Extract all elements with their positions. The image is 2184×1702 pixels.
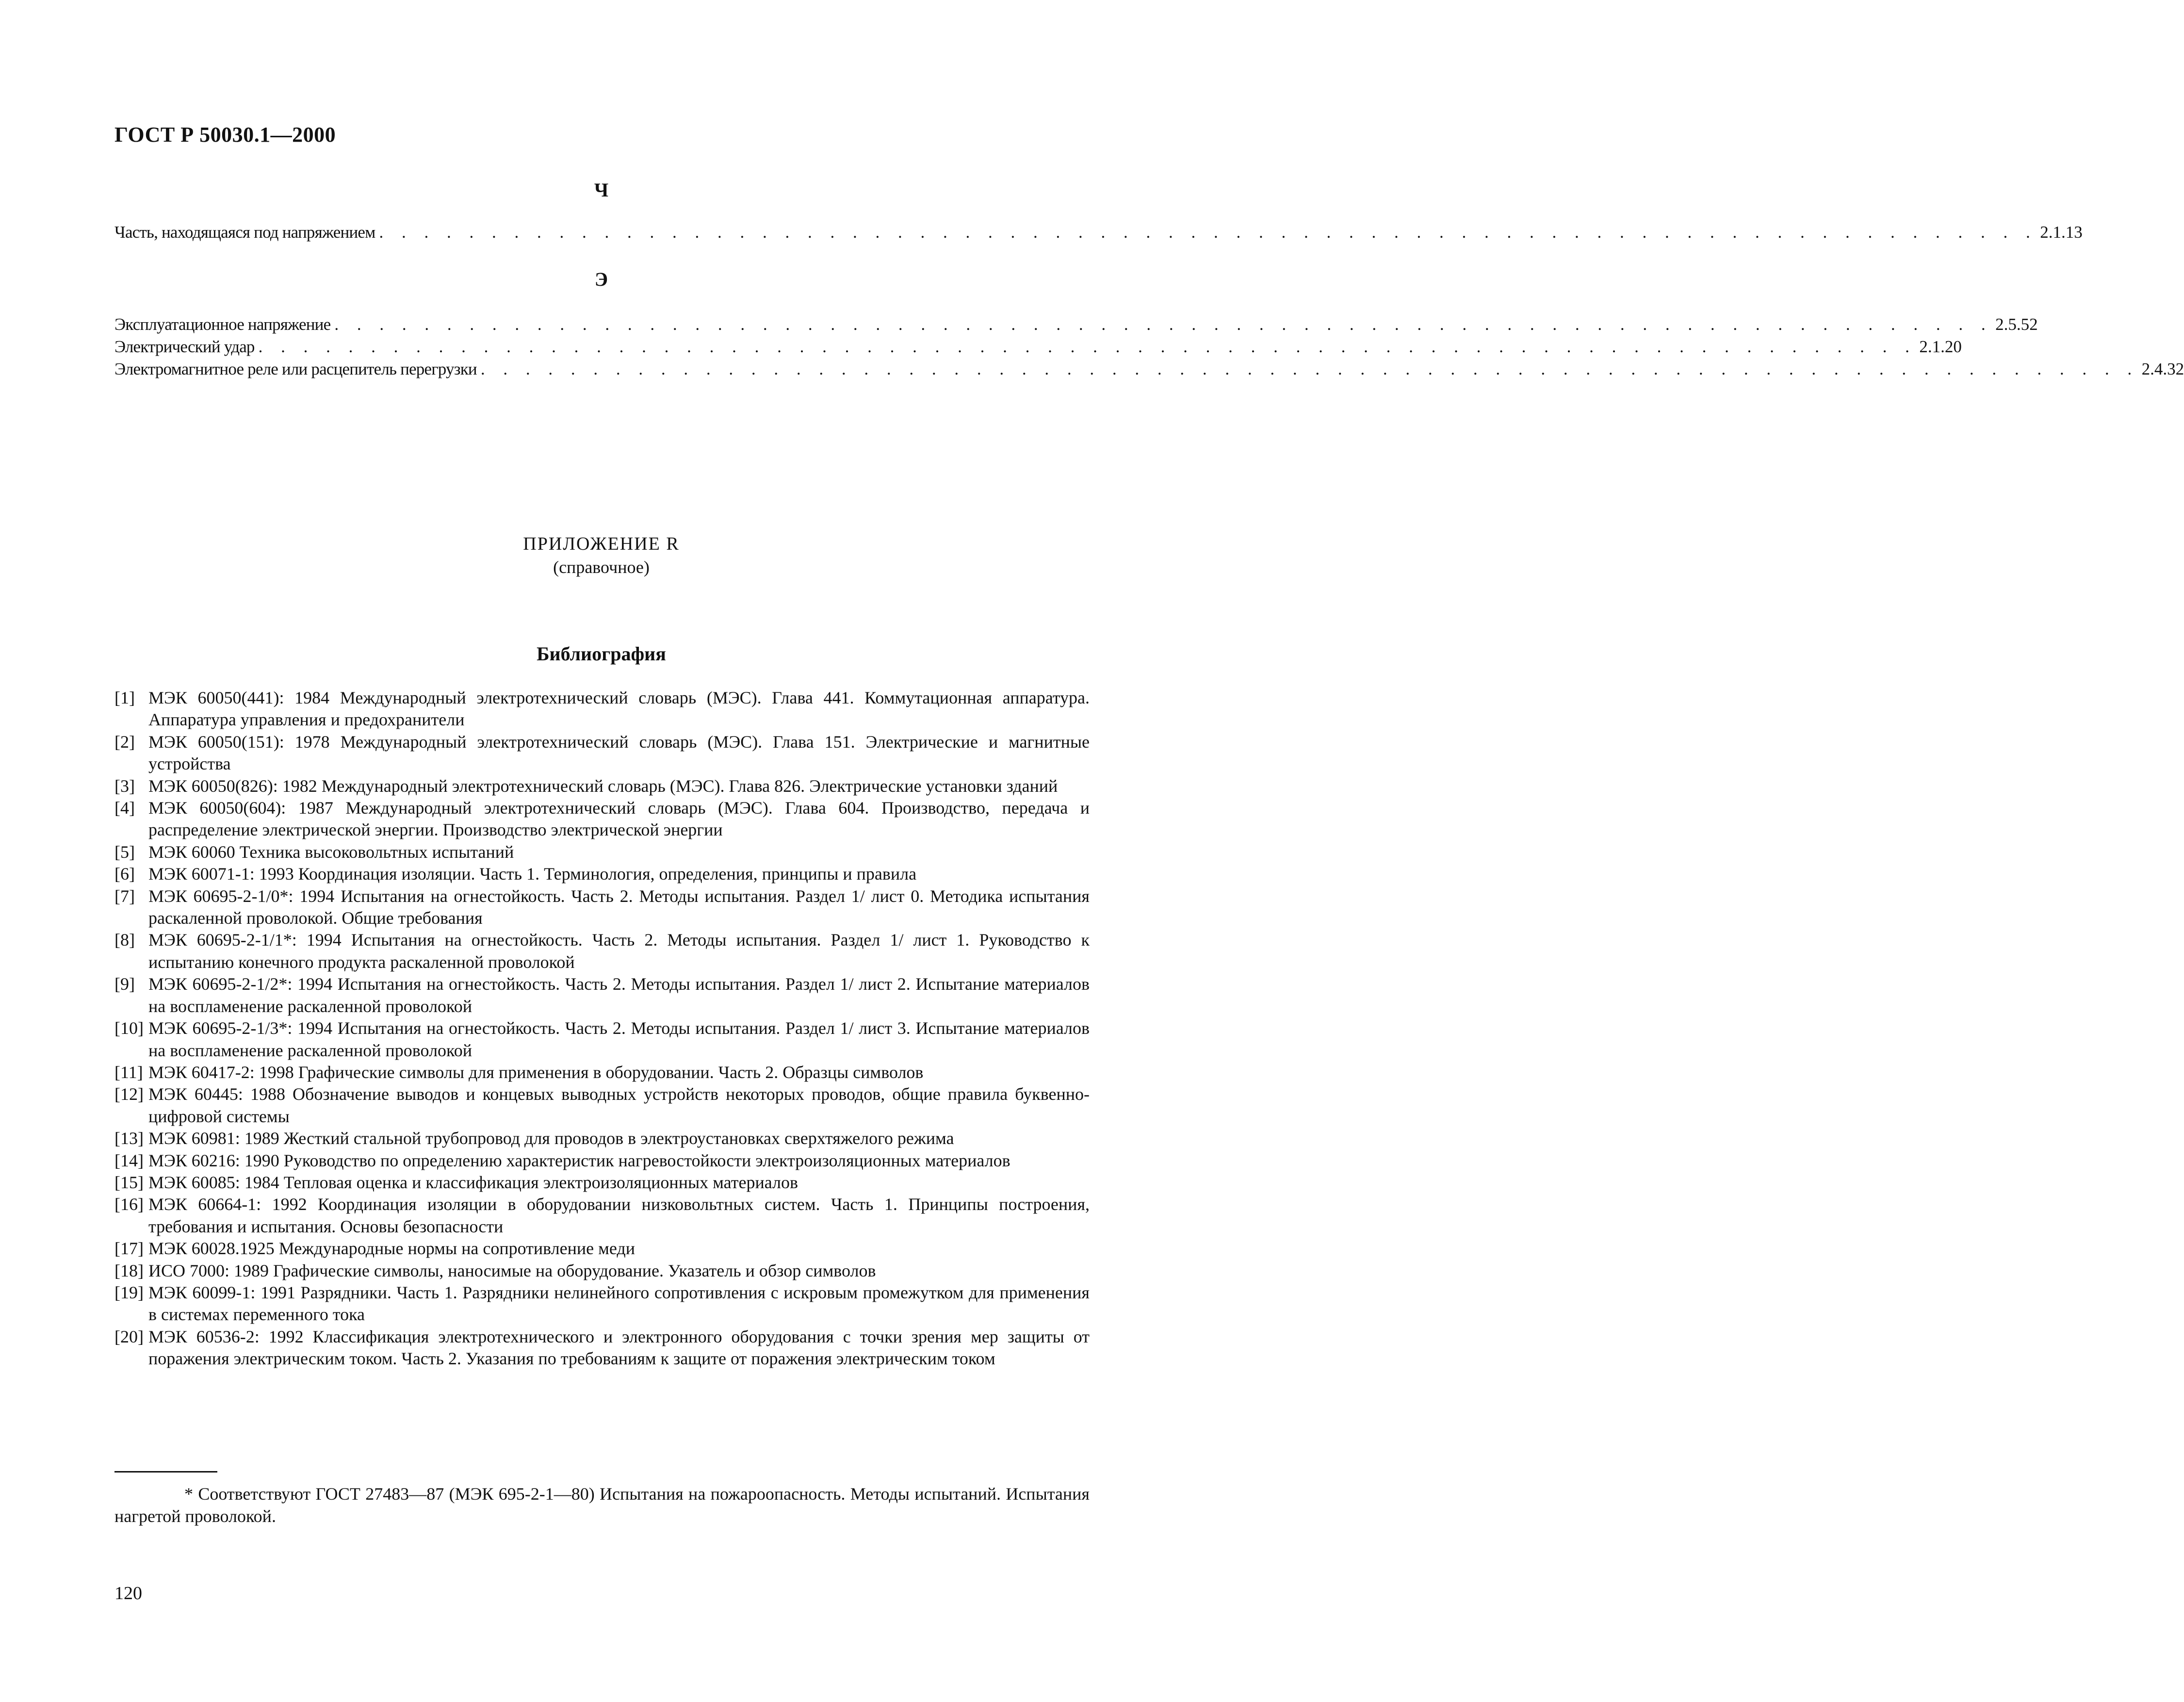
bibliography-text: МЭК 60695-2-1/2*: 1994 Испытания на огнестойкость. Часть 2. Методы испытания. Раздел 1/ лист 2. Испытание материалов на воспламенение раскаленной проволокой bbox=[148, 974, 1090, 1016]
bibliography-text: МЭК 60445: 1988 Обозначение выводов и концевых выводных устройств некоторых проводов, общие правила буквенно-цифровой системы bbox=[148, 1084, 1090, 1126]
footnote: * Соответствуют ГОСТ 27483—87 (МЭК 695-2-1—80) Испытания на пожароопасность. Методы испытаний. Испытания нагретой проволокой. bbox=[114, 1484, 1090, 1526]
bibliography-item bbox=[114, 1128, 1090, 1149]
bibliography-text: МЭК 60417-2: 1998 Графические символы для применения в оборудовании. Часть 2. Образцы символов bbox=[148, 1062, 924, 1082]
index-list-che bbox=[114, 221, 2083, 244]
bibliography-text: МЭК 60695-2-1/0*: 1994 Испытания на огнестойкость. Часть 2. Методы испытания. Раздел 1/ лист 0. Методика испытания раскаленной проволокой. Общие требования bbox=[148, 886, 1090, 928]
bibliography-item bbox=[114, 731, 1090, 775]
index-term: Электромагнитное реле или расцепитель перегрузки bbox=[114, 360, 477, 378]
index-entry bbox=[114, 221, 2083, 244]
index-term: Эксплуатационное напряжение bbox=[114, 315, 331, 334]
bibliography-text: МЭК 60695-2-1/1*: 1994 Испытания на огнестойкость. Часть 2. Методы испытания. Раздел 1/ лист 1. Руководство к испытанию конечного продукта раскаленной проволокой bbox=[148, 930, 1090, 972]
page-number: 120 bbox=[114, 1583, 142, 1604]
bibliography-text: МЭК 60981: 1989 Жесткий стальной трубопровод для проводов в электроустановках сверхтяжелого режима bbox=[148, 1129, 954, 1148]
bibliography-item bbox=[114, 687, 1090, 731]
appendix-subtitle: (справочное) bbox=[553, 557, 650, 577]
bibliography-text: МЭК 60050(604): 1987 Международный электротехнический словарь (МЭС). Глава 604. Производство, передача и распределение электрической энергии. Производство электрической энергии bbox=[148, 798, 1090, 840]
bibliography-number: [10] bbox=[114, 1018, 144, 1038]
bibliography-number: [2] bbox=[114, 732, 135, 752]
bibliography-item bbox=[114, 1326, 1090, 1370]
bibliography-item bbox=[114, 1260, 1090, 1282]
document-id: ГОСТ Р 50030.1—2000 bbox=[114, 123, 336, 147]
bibliography-text: МЭК 60099-1: 1991 Разрядники. Часть 1. Разрядники нелинейного сопротивления с искровым промежутком для применения в системах переменного тока bbox=[148, 1282, 1090, 1325]
appendix-title: ПРИЛОЖЕНИЕ R bbox=[523, 534, 680, 554]
bibliography-text: МЭК 60050(826): 1982 Международный электротехнический словарь (МЭС). Глава 826. Электрические установки зданий bbox=[148, 776, 1058, 796]
bibliography-item bbox=[114, 775, 1090, 797]
index-entry bbox=[114, 313, 2038, 336]
bibliography-text: МЭК 60050(441): 1984 Международный электротехнический словарь (МЭС). Глава 441. Коммутационная аппаратура. Аппаратура управления и предохранители bbox=[148, 688, 1090, 730]
bibliography-number: [13] bbox=[114, 1129, 144, 1148]
index-ref: 2.5.52 bbox=[1995, 315, 2038, 334]
bibliography-number: [5] bbox=[114, 842, 135, 862]
leader-dots: . . . . . . . . . . . . . . . . . . . . . . . . . . . . . . . . . . . . . . . . . . . . . . . . . . . . . . . . . . . . . . . . . . . . . . . . . . bbox=[334, 315, 1993, 334]
bibliography-number: [16] bbox=[114, 1195, 144, 1214]
bibliography-number: [12] bbox=[114, 1084, 144, 1104]
index-ref: 2.1.20 bbox=[1919, 337, 1962, 356]
bibliography-number: [14] bbox=[114, 1150, 144, 1170]
bibliography-number: [8] bbox=[114, 930, 135, 950]
bibliography-number: [19] bbox=[114, 1282, 144, 1302]
bibliography-item bbox=[114, 1083, 1090, 1128]
bibliography-text: МЭК 60695-2-1/3*: 1994 Испытания на огнестойкость. Часть 2. Методы испытания. Раздел 1/ лист 3. Испытание материалов на воспламенение раскаленной проволокой bbox=[148, 1018, 1090, 1060]
bibliography-number: [7] bbox=[114, 886, 135, 906]
bibliography-item bbox=[114, 1062, 1090, 1083]
bibliography-text: МЭК 60071-1: 1993 Координация изоляции. Часть 1. Терминология, определения, принципы и правила bbox=[148, 864, 917, 884]
bibliography-text: МЭК 60028.1925 Международные нормы на сопротивление меди bbox=[148, 1239, 635, 1259]
leader-dots: . . . . . . . . . . . . . . . . . . . . . . . . . . . . . . . . . . . . . . . . . . . . . . . . . . . . . . . . . . . . . . . . . . . . . . . . . . bbox=[379, 223, 2037, 242]
bibliography-item bbox=[114, 973, 1090, 1017]
leader-dots: . . . . . . . . . . . . . . . . . . . . . . . . . . . . . . . . . . . . . . . . . . . . . . . . . . . . . . . . . . . . . . . . . . . . . . . . . . bbox=[258, 337, 1917, 356]
bibliography-item bbox=[114, 929, 1090, 973]
bibliography-text: ИСО 7000: 1989 Графические символы, наносимые на оборудование. Указатель и обзор символов bbox=[148, 1260, 876, 1280]
bibliography-item bbox=[114, 1150, 1090, 1172]
bibliography-heading: Библиография bbox=[537, 643, 666, 665]
bibliography-number: [4] bbox=[114, 798, 135, 818]
bibliography-text: МЭК 60536-2: 1992 Классификация электротехнического и электронного оборудования с точки зрения мер защиты от поражения электрическим током. Часть 2. Указания по требованиям к защите от поражения электрическим током bbox=[148, 1326, 1090, 1369]
bibliography-item bbox=[114, 1282, 1090, 1326]
index-list-e bbox=[114, 313, 2184, 380]
bibliography-text: МЭК 60216: 1990 Руководство по определению характеристик нагревостойкости электроизоляционных материалов bbox=[148, 1150, 1011, 1170]
leader-dots: . . . . . . . . . . . . . . . . . . . . . . . . . . . . . . . . . . . . . . . . . . . . . . . . . . . . . . . . . . . . . . . . . . . . . . . . . . bbox=[480, 360, 2139, 378]
index-term: Часть, находящаяся под напряжением bbox=[114, 223, 375, 242]
index-ref: 2.1.13 bbox=[2040, 223, 2083, 242]
bibliography-number: [6] bbox=[114, 864, 135, 884]
index-term: Электрический удар bbox=[114, 337, 255, 356]
bibliography-text: МЭК 60050(151): 1978 Международный электротехнический словарь (МЭС). Глава 151. Электрические и магнитные устройства bbox=[148, 732, 1090, 774]
bibliography-item bbox=[114, 863, 1090, 885]
bibliography-list bbox=[114, 687, 1090, 1370]
index-letter-e: Э bbox=[594, 268, 608, 290]
bibliography-number: [17] bbox=[114, 1239, 144, 1259]
bibliography-number: [15] bbox=[114, 1172, 144, 1192]
bibliography-text: МЭК 60085: 1984 Тепловая оценка и классификация электроизоляционных материалов bbox=[148, 1172, 798, 1192]
bibliography-text: МЭК 60664-1: 1992 Координация изоляции в оборудовании низковольтных систем. Часть 1. Принципы построения, требования и испытания. Основы безопасности bbox=[148, 1195, 1090, 1236]
bibliography-item bbox=[114, 885, 1090, 930]
bibliography-number: [1] bbox=[114, 688, 135, 707]
bibliography-number: [9] bbox=[114, 974, 135, 994]
index-entry bbox=[114, 358, 2184, 380]
bibliography-item bbox=[114, 1194, 1090, 1238]
bibliography-number: [11] bbox=[114, 1062, 143, 1082]
bibliography-item bbox=[114, 1238, 1090, 1260]
bibliography-item bbox=[114, 1172, 1090, 1194]
bibliography-number: [20] bbox=[114, 1326, 144, 1346]
bibliography-number: [3] bbox=[114, 776, 135, 796]
bibliography-item bbox=[114, 1017, 1090, 1062]
bibliography-item bbox=[114, 841, 1090, 863]
bibliography-text: МЭК 60060 Техника высоковольтных испытаний bbox=[148, 842, 514, 862]
bibliography-number: [18] bbox=[114, 1260, 144, 1280]
index-ref: 2.4.32 bbox=[2141, 360, 2184, 378]
index-letter-che: Ч bbox=[594, 179, 609, 201]
footnote-separator bbox=[114, 1471, 217, 1473]
index-entry bbox=[114, 336, 1962, 358]
bibliography-item bbox=[114, 797, 1090, 841]
